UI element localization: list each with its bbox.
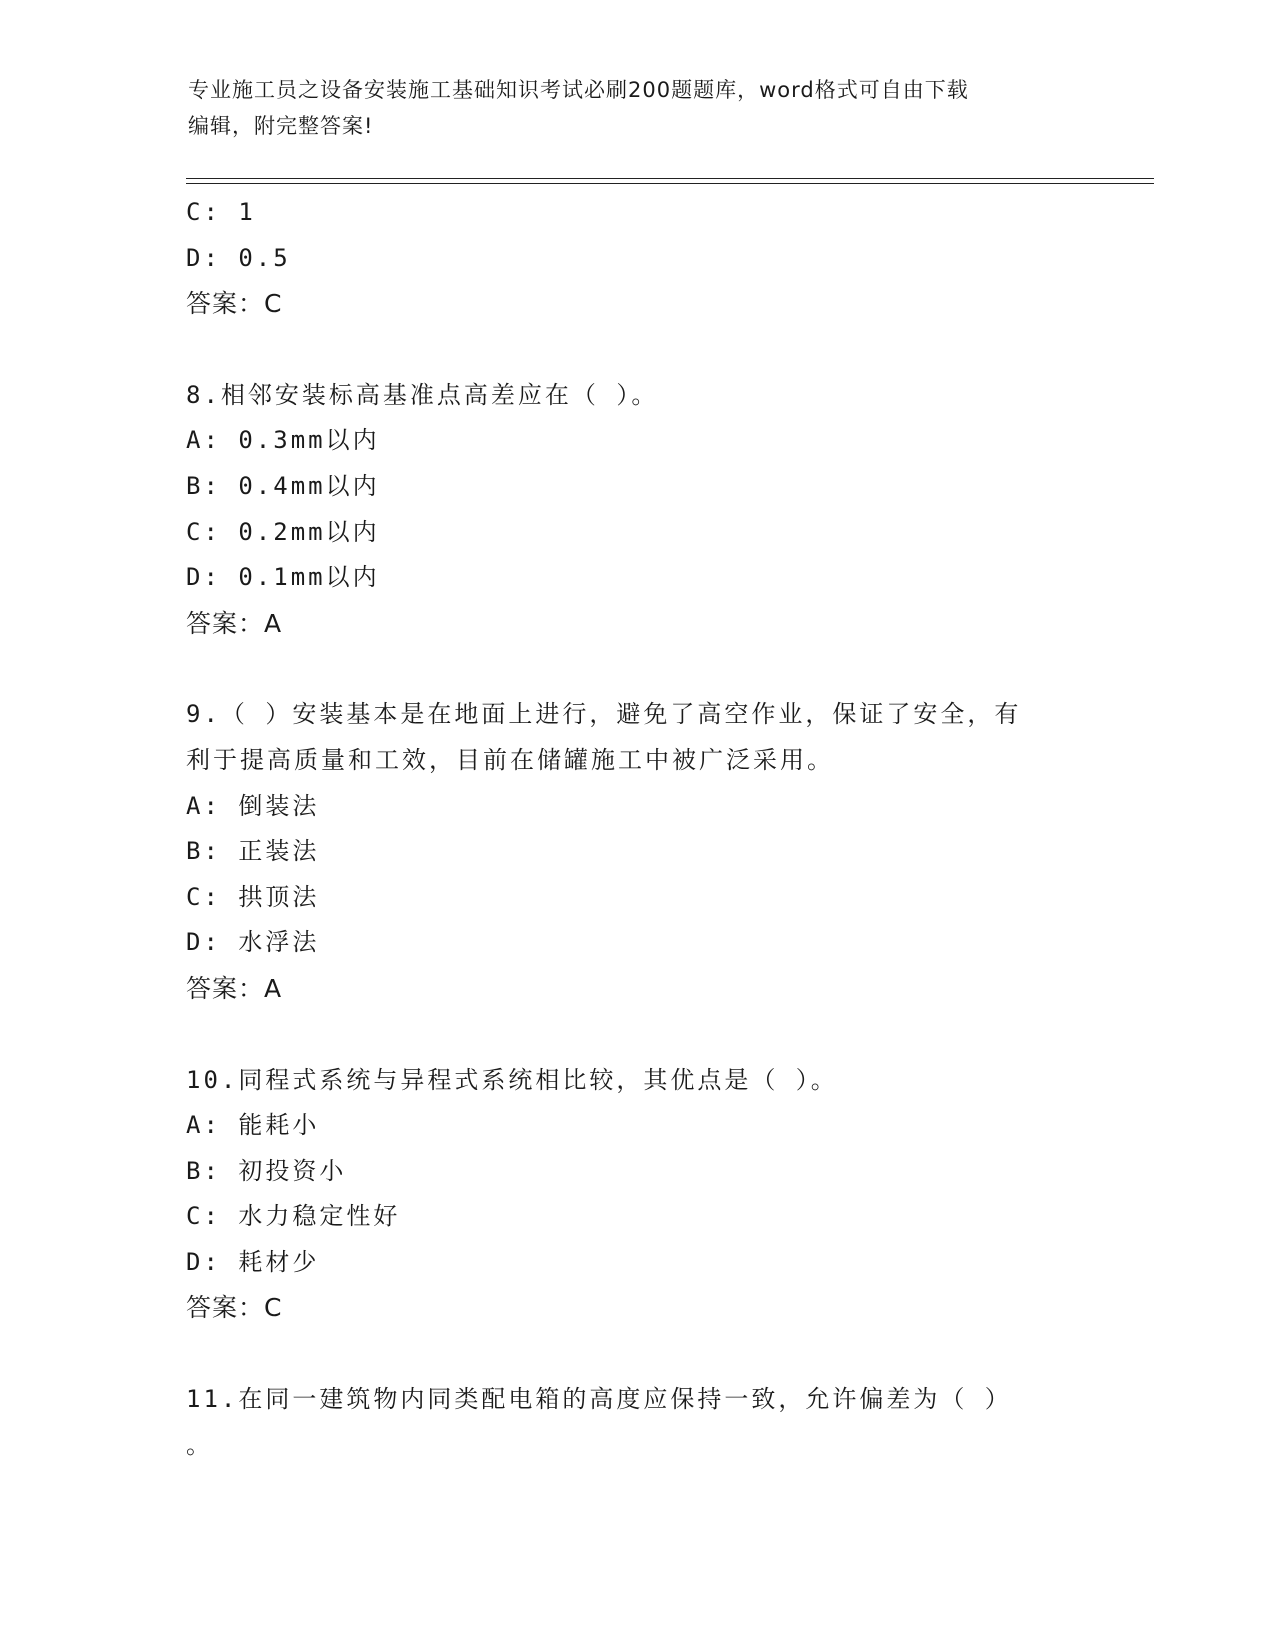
answer: 答案：A: [186, 608, 283, 638]
question-7-tail: [186, 190, 1086, 327]
question-8: [186, 373, 1086, 647]
question-stem-line-2: 利于提高质量和工效，目前在储罐施工中被广泛采用。: [186, 745, 834, 774]
header-rule-top: [186, 178, 1154, 179]
question-stem: 8.相邻安装标高基准点高差应在（ ）。: [186, 380, 659, 409]
option-a: A: 倒装法: [186, 791, 320, 820]
spacer: [186, 1331, 1086, 1377]
option-c: C: 0.2mm以内: [186, 517, 380, 546]
spacer: [186, 646, 1086, 692]
question-stem-line-2: 。: [186, 1430, 213, 1459]
header-rule-bottom: [186, 183, 1154, 184]
header-line-2: 编辑，附完整答案!: [188, 114, 374, 138]
question-10: [186, 1058, 1086, 1332]
option-d: D: 水浮法: [186, 928, 320, 957]
spacer: [186, 327, 1086, 373]
question-list: [186, 190, 1086, 1468]
question-stem-line-1: 11.在同一建筑物内同类配电箱的高度应保持一致，允许偏差为（ ）: [186, 1385, 1012, 1414]
document-header: [188, 72, 1068, 144]
option-b: B: 初投资小: [186, 1156, 347, 1185]
question-stem-line-1: 9.（ ）安装基本是在地面上进行，避免了高空作业，保证了安全，有: [186, 700, 1022, 729]
answer: 答案：A: [186, 973, 283, 1003]
header-line-1: 专业施工员之设备安装施工基础知识考试必刷200题题库，word格式可自由下载: [188, 78, 969, 102]
answer: 答案：C: [186, 1293, 283, 1323]
option-b: B: 0.4mm以内: [186, 471, 380, 500]
option-c: C: 水力稳定性好: [186, 1202, 401, 1231]
option-c: C: 1: [186, 198, 256, 226]
option-b: B: 正装法: [186, 837, 320, 866]
question-9: [186, 692, 1086, 1011]
answer: 答案：C: [186, 289, 283, 319]
option-d: D: 0.5: [186, 243, 291, 272]
option-d: D: 0.1mm以内: [186, 563, 380, 592]
spacer: [186, 1012, 1086, 1058]
question-stem: 10.同程式系统与异程式系统相比较，其优点是（ ）。: [186, 1065, 838, 1094]
option-a: A: 能耗小: [186, 1111, 320, 1140]
option-a: A: 0.3mm以内: [186, 426, 380, 455]
option-d: D: 耗材少: [186, 1247, 320, 1276]
question-11: [186, 1377, 1086, 1468]
option-c: C: 拱顶法: [186, 882, 320, 911]
